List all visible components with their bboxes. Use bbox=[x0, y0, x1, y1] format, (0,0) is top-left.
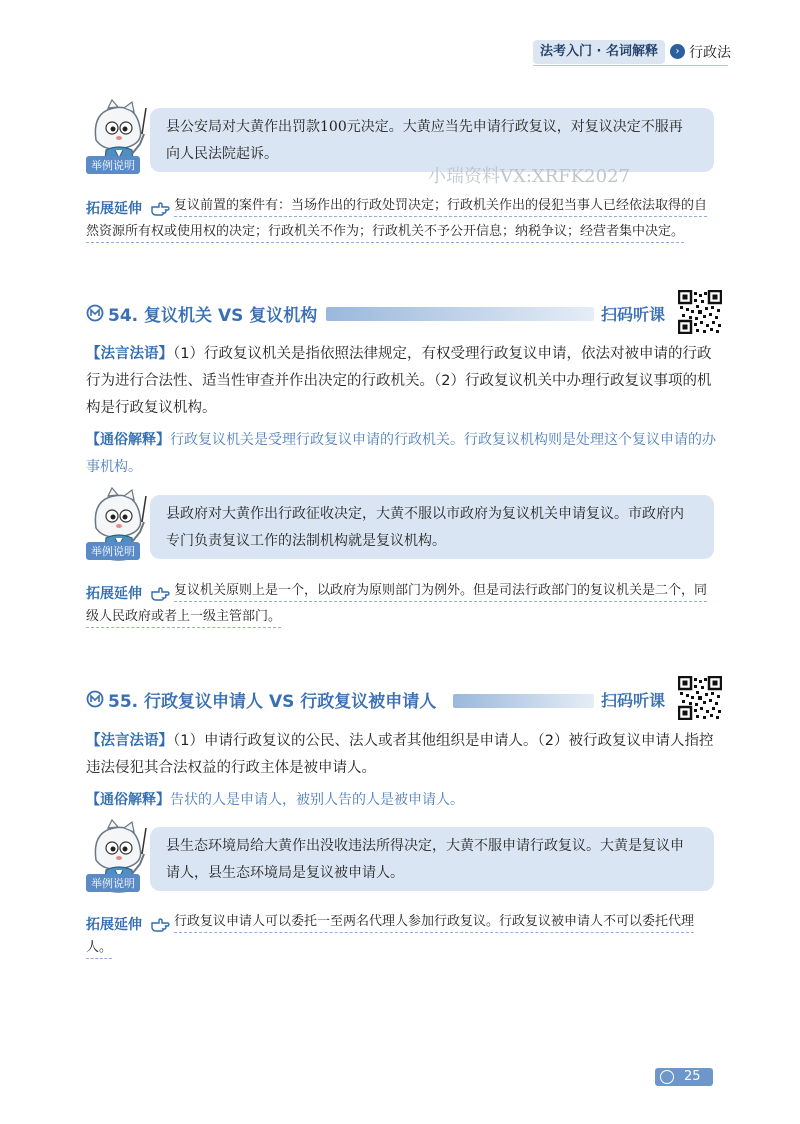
extension-text-block bbox=[86, 193, 716, 245]
section-heading: 复议机关 VS 复议机构 bbox=[144, 306, 318, 326]
extension-label: 拓展延伸 bbox=[86, 917, 142, 933]
section-badge-icon bbox=[86, 690, 104, 708]
smile-icon bbox=[660, 1070, 674, 1084]
legal-label: 【法言法语】 bbox=[86, 733, 173, 749]
page-number: 25 bbox=[684, 1069, 701, 1084]
chevron-icon: › bbox=[670, 44, 685, 59]
plain-label: 【通俗解释】 bbox=[86, 432, 170, 448]
section-title bbox=[108, 301, 317, 326]
qr-code-icon[interactable] bbox=[678, 290, 722, 334]
extension-label: 拓展延伸 bbox=[86, 201, 142, 217]
section-heading: 行政复议申请人 VS 行政复议被申请人 bbox=[144, 692, 437, 712]
section-title bbox=[108, 687, 436, 712]
plain-text: 告状的人是申请人，被别人告的人是被申请人。 bbox=[170, 792, 464, 808]
extension-text-block bbox=[86, 578, 716, 630]
legal-label: 【法言法语】 bbox=[86, 346, 173, 362]
example-box bbox=[150, 827, 714, 891]
plain-label: 【通俗解释】 bbox=[86, 792, 170, 808]
watermark: 小瑞资料VX:XRFK2027 bbox=[428, 166, 630, 187]
extension-text: 行政复议申请人可以委托一至两名代理人参加行政复议。行政复议被申请人不可以委托代理人。 bbox=[86, 914, 694, 959]
legal-paragraph bbox=[86, 341, 716, 422]
legal-paragraph bbox=[86, 728, 716, 782]
header-divider bbox=[533, 65, 728, 66]
section-number: 55. bbox=[108, 692, 139, 712]
section-number: 54. bbox=[108, 306, 139, 326]
plain-paragraph bbox=[86, 427, 716, 481]
qr-code-icon[interactable] bbox=[678, 676, 722, 720]
scan-label: 扫码听课 bbox=[601, 691, 666, 710]
example-text: 县生态环境局给大黄作出没收违法所得决定，大黄不服申请行政复议。大黄是复议申请人，县生态环境局是复议被申请人。 bbox=[166, 838, 684, 881]
extension-text-block bbox=[86, 909, 716, 961]
example-text: 县公安局对大黄作出罚款100元决定。大黄应当先申请行政复议，对复议决定不服再向人民法院起诉。 bbox=[166, 119, 683, 162]
plain-paragraph bbox=[86, 787, 716, 814]
legal-text: （1）行政复议机关是指依照法律规定，有权受理行政复议申请，依法对被申请的行政行为进行合法性、适当性审查并作出决定的行政机关。（2）行政复议机关中办理行政复议事项的机构是行政复议机构。 bbox=[86, 346, 712, 416]
scan-label: 扫码听课 bbox=[601, 305, 666, 324]
extension-text: 复议机关原则上是一个，以政府为原则部门为例外。但是司法行政部门的复议机关是二个，同级人民政府或者上一级主管部门。 bbox=[86, 583, 707, 628]
legal-text: （1）申请行政复议的公民、法人或者其他组织是申请人。（2）被行政复议申请人指控违法侵犯其合法权益的行政主体是被申请人。 bbox=[86, 733, 714, 776]
section-bar bbox=[453, 694, 594, 708]
example-text: 县政府对大黄作出行政征收决定，大黄不服以市政府为复议机关申请复议。市政府内专门负责复议工作的法制机构就是复议机构。 bbox=[166, 506, 684, 549]
plain-text: 行政复议机关是受理行政复议申请的行政机关。行政复议机构则是处理这个复议申请的办事机构。 bbox=[86, 432, 716, 475]
header-subject: 行政法 bbox=[689, 45, 731, 61]
header-tab: 法考入门 · 名词解释 bbox=[533, 40, 665, 64]
section-badge-icon bbox=[86, 304, 104, 322]
example-box bbox=[150, 495, 714, 559]
example-tag: 举例说明 bbox=[86, 874, 140, 892]
extension-label: 拓展延伸 bbox=[86, 586, 142, 602]
example-tag: 举例说明 bbox=[86, 542, 140, 560]
extension-text: 复议前置的案件有：当场作出的行政处罚决定；行政机关作出的侵犯当事人已经依法取得的自然资源所有权或使用权的决定；行政机关不作为；行政机关不予公开信息；纳税争议；经营者集中决定。 bbox=[86, 198, 707, 243]
example-tag: 举例说明 bbox=[86, 156, 140, 174]
section-bar bbox=[326, 307, 594, 321]
